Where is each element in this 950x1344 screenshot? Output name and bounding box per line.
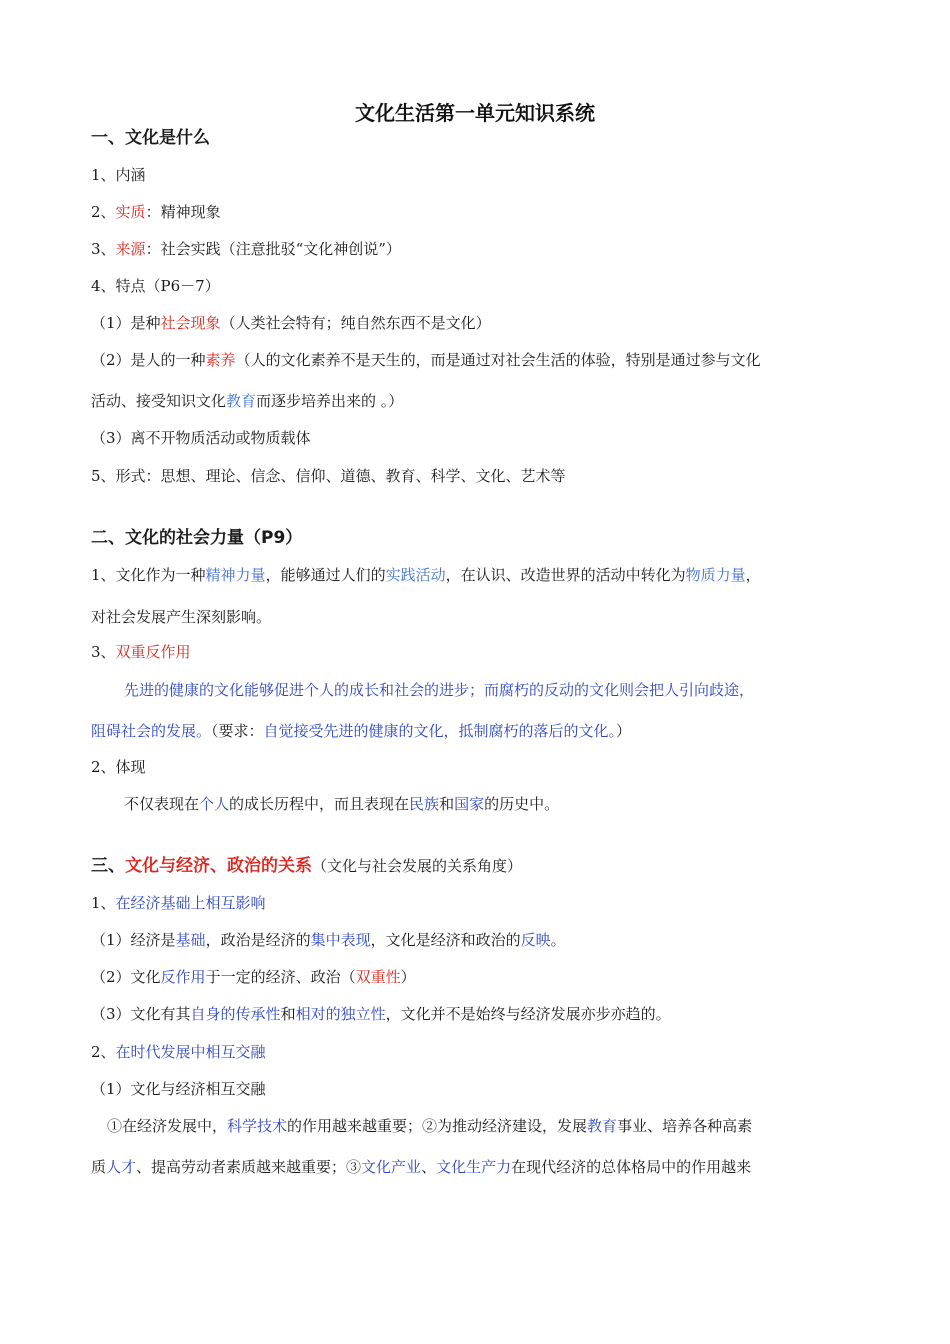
s1-line-7: 活动、接受知识文化教育而逐步培养出来的 。）	[91, 392, 404, 410]
s3-line-7: ①在经济发展中，科学技术的作用越来越重要；②为推动经济建设，发展教育事业、培养各种高素	[107, 1117, 753, 1135]
s1-line-9: 5、形式：思想、理论、信念、信仰、道德、教育、科学、文化、艺术等	[91, 467, 566, 485]
s3-line-5: 2、在时代发展中相互交融	[91, 1043, 266, 1061]
section-2-heading: 二、文化的社会力量（P9）	[91, 528, 303, 548]
s3-line-2: （1）经济是基础，政治是经济的集中表现，文化是经济和政治的反映。	[91, 931, 566, 949]
s3-line-8: 质人才、提高劳动者素质越来越重要；③文化产业、文化生产力在现代经济的总体格局中的作用越来	[91, 1158, 752, 1176]
s2-line-7: 不仅表现在个人的成长历程中，而且表现在民族和国家的历史中。	[124, 795, 560, 813]
section-3-heading: 三、文化与经济、政治的关系（文化与社会发展的关系角度）	[91, 856, 523, 876]
s3-line-1: 1、在经济基础上相互影响	[91, 894, 266, 912]
s1-line-1: 1、内涵	[91, 166, 146, 184]
s1-line-2: 2、实质：精神现象	[91, 203, 221, 221]
s3-line-3: （2）文化反作用于一定的经济、政治（双重性）	[91, 968, 416, 986]
s1-line-3: 3、来源：社会实践（注意批驳“文化神创说”）	[91, 240, 401, 258]
s2-line-2: 对社会发展产生深刻影响。	[91, 608, 272, 626]
s1-line-5: （1）是种社会现象（人类社会特有；纯自然东西不是文化）	[91, 314, 491, 332]
s3-line-4: （3）文化有其自身的传承性和相对的独立性，文化并不是始终与经济发展亦步亦趋的。	[91, 1005, 671, 1023]
s2-line-1: 1、文化作为一种精神力量，能够通过人们的实践活动，在认识、改造世界的活动中转化为物质力量，	[91, 566, 761, 584]
section-1-heading: 一、文化是什么	[91, 128, 210, 148]
s2-line-5: 阻碍社会的发展。（要求：自觉接受先进的健康的文化，抵制腐朽的落后的文化。）	[91, 722, 632, 740]
s2-line-3: 3、双重反作用	[91, 643, 191, 661]
s1-line-6: （2）是人的一种素养（人的文化素养不是天生的，而是通过对社会生活的体验，特别是通过参与文化	[91, 351, 761, 369]
s3-line-6: （1）文化与经济相互交融	[91, 1080, 266, 1098]
s2-line-4: 先进的健康的文化能够促进个人的成长和社会的进步；而腐朽的反动的文化则会把人引向歧途，	[124, 681, 755, 699]
s1-line-4: 4、特点（P6－7）	[91, 277, 220, 295]
s1-line-8: （3）离不开物质活动或物质载体	[91, 429, 311, 447]
s2-line-6: 2、体现	[91, 758, 146, 776]
page-title: 文化生活第一单元知识系统	[355, 101, 595, 125]
